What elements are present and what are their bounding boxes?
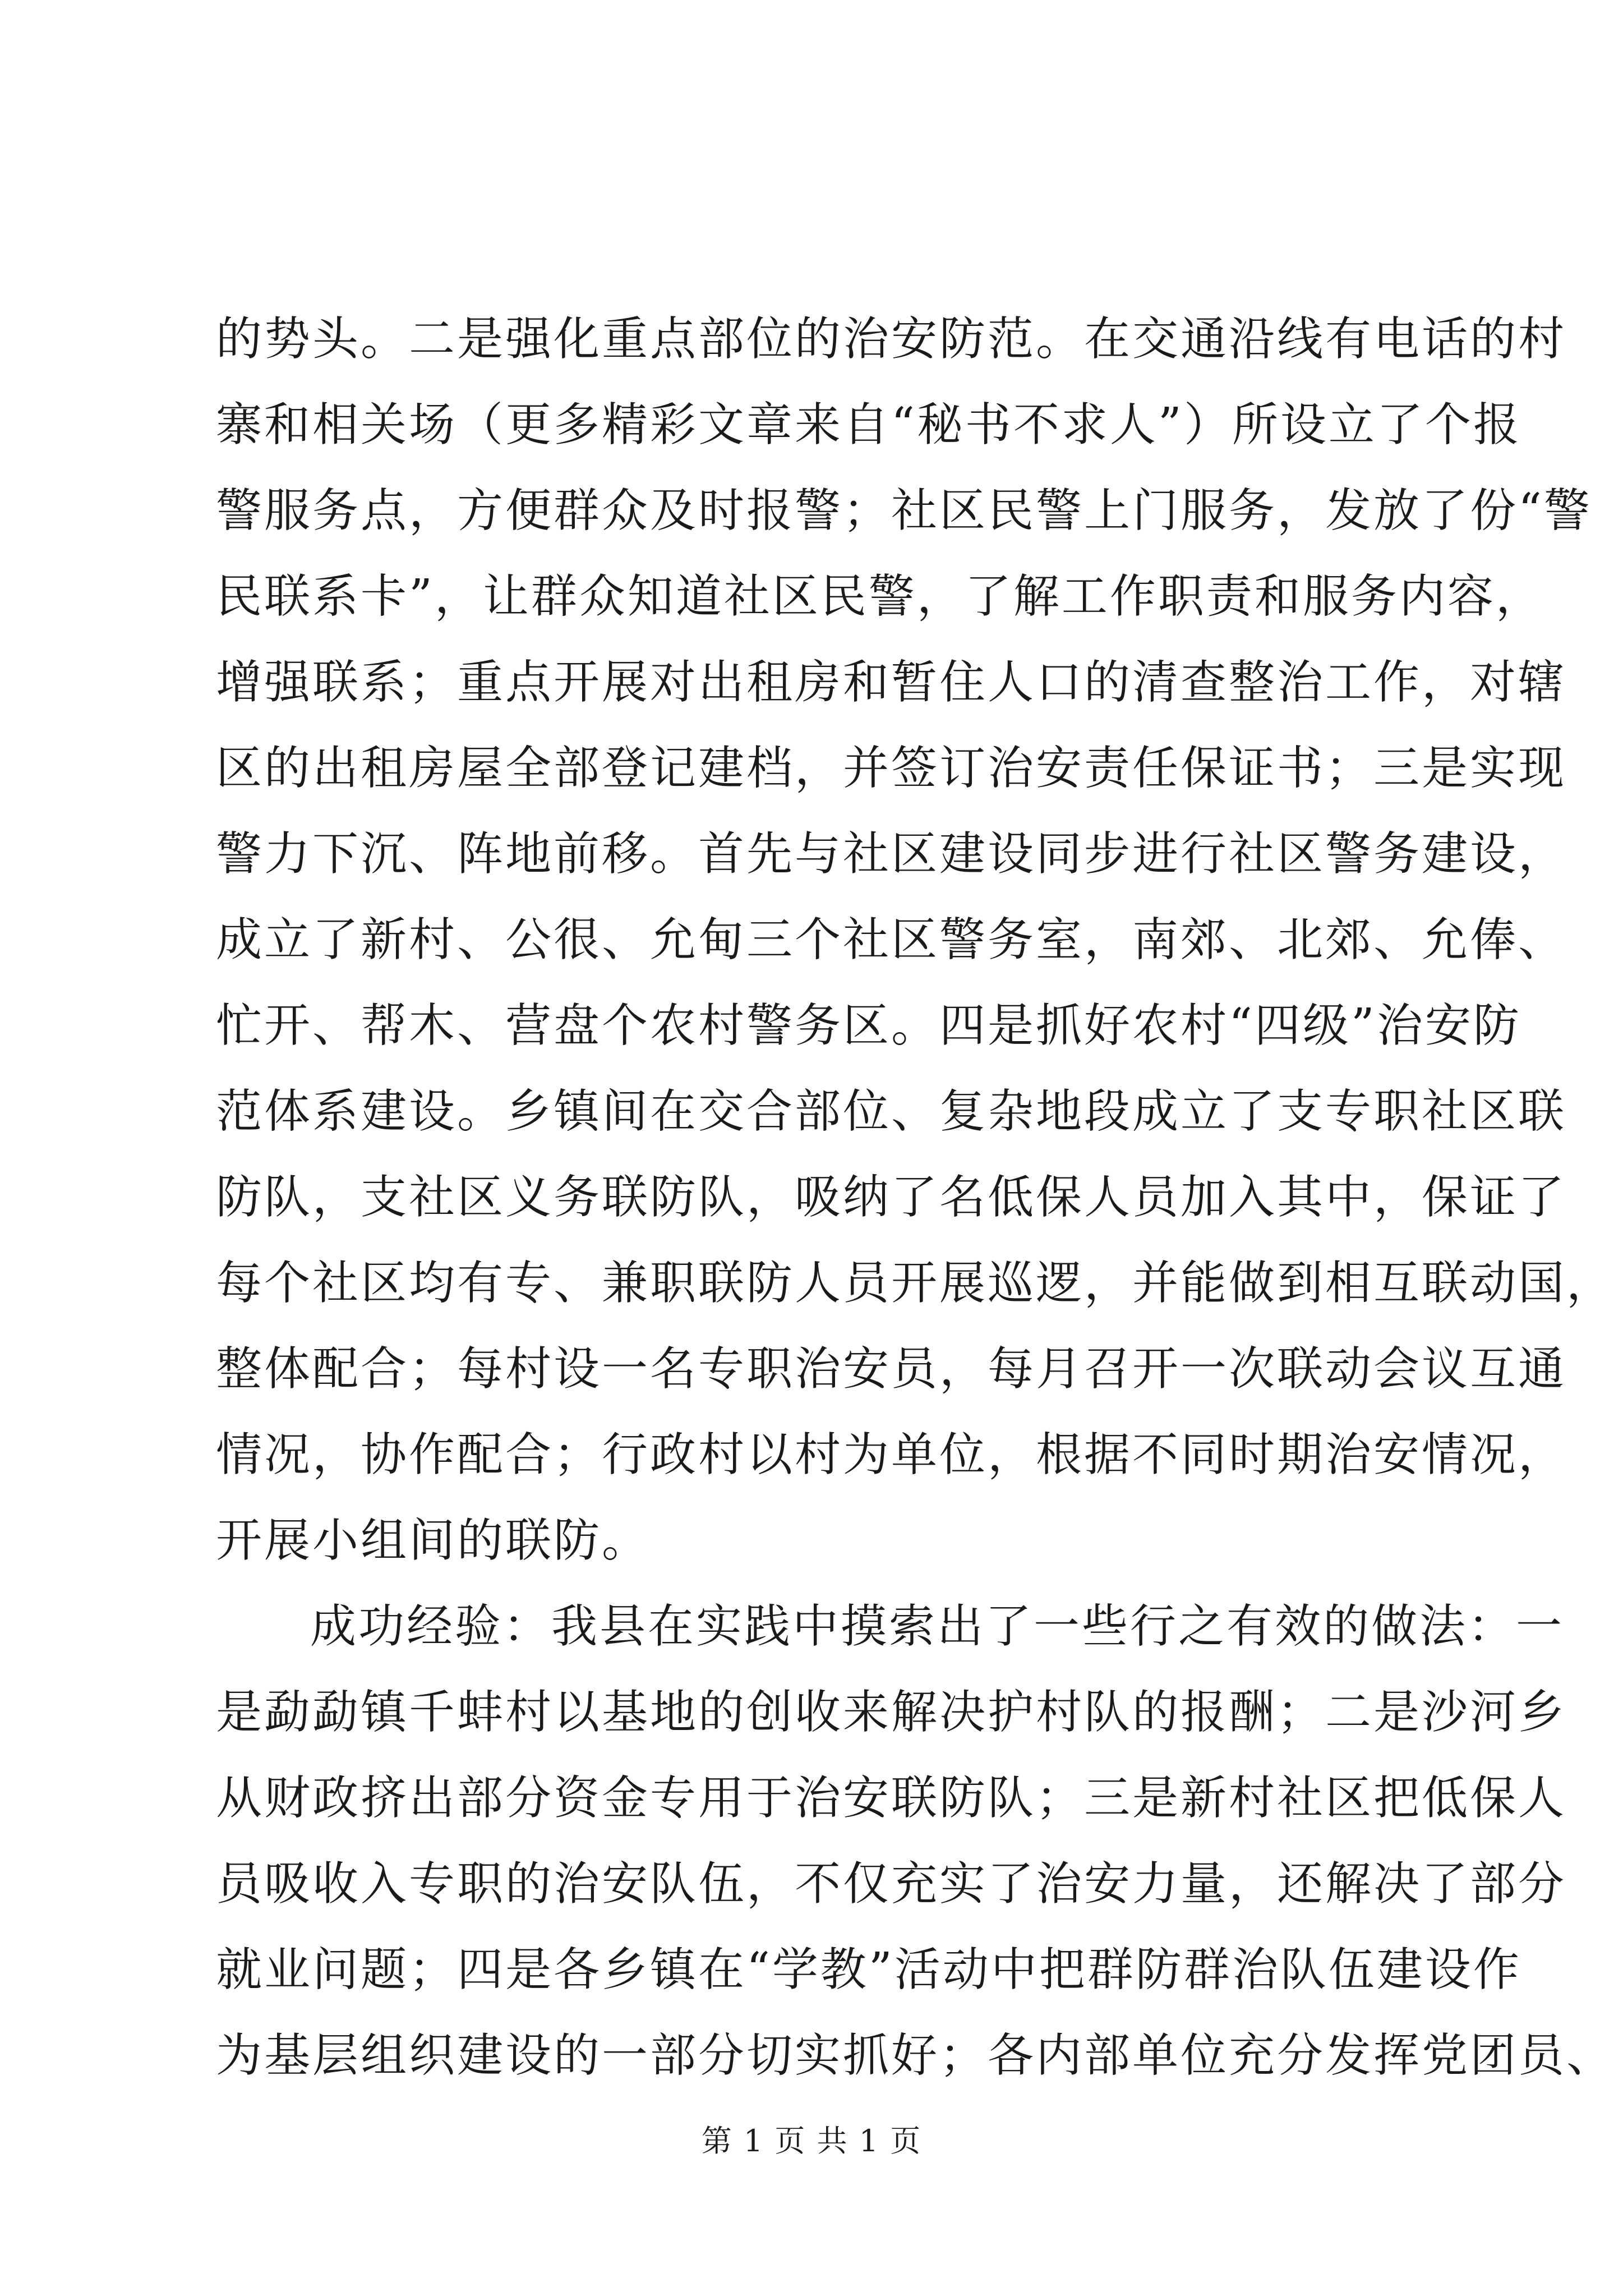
text-line: 从财政挤出部分资金专用于治安联防队；三是新村社区把低保人 — [216, 1772, 1567, 1825]
text-line: 整体配合；每村设一名专职治安员，每月召开一次联动会议互通 — [216, 1342, 1567, 1396]
text-line: 员吸收入专职的治安队伍，不仅充实了治安力量，还解决了部分 — [216, 1857, 1567, 1911]
text-line: 每个社区均有专、兼职联防人员开展巡逻，并能做到相互联动国， — [216, 1257, 1615, 1310]
text-line: 忙开、帮木、营盘个农村警务区。四是抓好农村“四级”治安防 — [216, 999, 1521, 1052]
text-line: 的势头。二是强化重点部位的治安防范。在交通沿线有电话的村 — [216, 312, 1567, 366]
text-line: 民联系卡”，让群众知道社区民警，了解工作职责和服务内容， — [216, 570, 1544, 623]
text-line: 开展小组间的联防。 — [216, 1514, 651, 1567]
text-line: 警力下沉、阵地前移。首先与社区建设同步进行社区警务建设， — [216, 827, 1567, 881]
text-line: 警服务点，方便群众及时报警；社区民警上门服务，发放了份“警 — [216, 484, 1592, 537]
body-text — [216, 296, 1615, 2099]
text-line: 成功经验：我县在实践中摸索出了一些行之有效的做法：一 — [310, 1600, 1565, 1653]
paragraph-2 — [216, 1584, 1615, 2099]
text-line: 就业问题；四是各乡镇在“学教”活动中把群防群治队伍建设作 — [216, 1943, 1521, 1996]
text-line: 为基层组织建设的一部分切实抓好；各内部单位充分发挥党团员、 — [216, 2029, 1615, 2082]
page-number-footer: 第 1 页 共 1 页 — [701, 2123, 922, 2159]
text-line: 是勐勐镇千蚌村以基地的创收来解决护村队的报酬；二是沙河乡 — [216, 1686, 1567, 1739]
text-line: 区的出租房屋全部登记建档，并签订治安责任保证书；三是实现 — [216, 742, 1567, 795]
text-line: 范体系建设。乡镇间在交合部位、复杂地段成立了支专职社区联 — [216, 1085, 1567, 1138]
text-line: 成立了新村、公很、允甸三个社区警务室，南郊、北郊、允俸、 — [216, 913, 1567, 967]
paragraph-1 — [216, 296, 1615, 1584]
text-line: 寨和相关场（更多精彩文章来自“秘书不求人”）所设立了个报 — [216, 398, 1521, 452]
text-line: 防队，支社区义务联防队，吸纳了名低保人员加入其中，保证了 — [216, 1171, 1567, 1224]
text-line: 增强联系；重点开展对出租房和暂住人口的清查整治工作，对辖 — [216, 656, 1567, 709]
text-line: 情况，协作配合；行政村以村为单位，根据不同时期治安情况， — [216, 1428, 1567, 1481]
